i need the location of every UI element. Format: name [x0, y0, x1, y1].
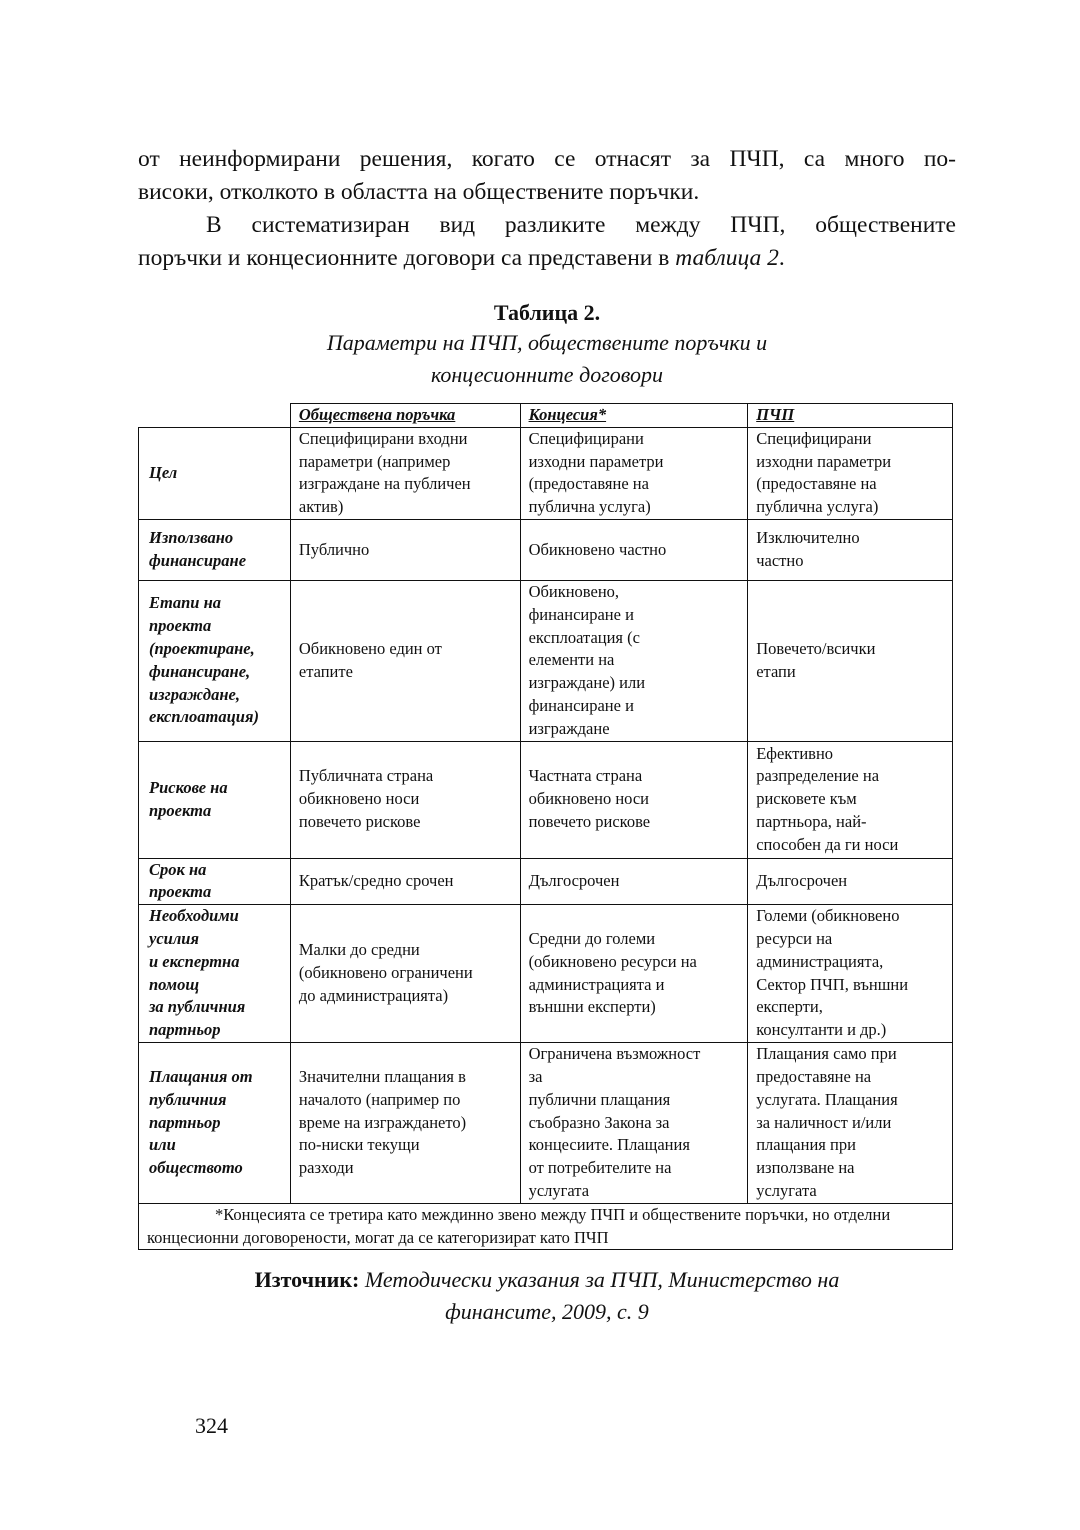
table-cell: Специфицирани изходни параметри (предоставяне на публична услуга) [520, 427, 748, 519]
table-cell: Кратък/средно срочен [290, 858, 520, 905]
footnote-text: *Концесията се третира като междинно звено между ПЧП и обществените поръчки, но отделни концесионни договорености, могат да се категоризират като ПЧП [147, 1204, 891, 1247]
row-header: Срок на проекта [139, 858, 291, 905]
body-line: високи, отколкото в областта на обществените поръчки. [138, 179, 700, 205]
table-row [139, 905, 953, 1043]
row-header: Рискове на проекта [139, 741, 291, 858]
table-cell: Публично [290, 519, 520, 580]
table-footnote-row [139, 1203, 953, 1250]
table-subtitle [138, 327, 956, 391]
table-cell: Плащания само при предоставяне на услугата. Плащания за наличност и/или плащания при използване на услугата [748, 1043, 953, 1204]
table-cell: Специфицирани входни параметри (например изграждане на публичен актив) [290, 427, 520, 519]
source-text: Методически указания за ПЧП, Министерство на [364, 1267, 840, 1292]
column-header: ПЧП [748, 404, 953, 428]
table-cell: Обикновено частно [520, 519, 748, 580]
row-header: Необходими усилия и експертна помощ за публичния партньор [139, 905, 291, 1043]
table-row [139, 580, 953, 741]
source-label: Източник: [254, 1267, 360, 1292]
table-subtitle-line: Параметри на ПЧП, обществените поръчки и [326, 330, 768, 355]
body-line [138, 242, 956, 275]
table-cell: Частната страна обикновено носи повечето рискове [520, 741, 748, 858]
source-text: финансите, 2009, с. 9 [445, 1299, 649, 1324]
table-cell: Средни до големи (обикновено ресурси на администрацията и външни експерти) [520, 905, 748, 1043]
period: . [778, 245, 785, 271]
table-row [139, 427, 953, 519]
table-cell: Специфицирани изходни параметри (предоставяне на публична услуга) [748, 427, 953, 519]
table-header-row [139, 404, 953, 428]
table-cell: Значителни плащания в началото (например по време на изграждането) по-ниски текущи разходи [290, 1043, 520, 1204]
row-header: Плащания от публичния партньор или обществото [139, 1043, 291, 1204]
source-line [138, 1264, 956, 1296]
column-header: Концесия* [520, 404, 748, 428]
body-paragraph [138, 143, 956, 275]
table-row [139, 858, 953, 905]
column-header: Обществена поръчка [290, 404, 520, 428]
table-cell: Публичната страна обикновено носи повечето рискове [290, 741, 520, 858]
row-header: Етапи на проекта (проектиране, финансиране, изграждане, експлоатация) [139, 580, 291, 741]
table-footnote [139, 1203, 953, 1250]
row-header: Използвано финансиране [139, 519, 291, 580]
source-note [138, 1264, 956, 1328]
table-title: Таблица 2. [493, 300, 601, 325]
table-cell: Ограничена възможност за публични плащания съобразно Закона за концесиите. Плащания от потребителите на услугата [520, 1043, 748, 1204]
table-row [139, 519, 953, 580]
table-cell: Големи (обикновено ресурси на администрацията, Сектор ПЧП, външни експерти, консултанти и др.) [748, 905, 953, 1043]
table-row [139, 1043, 953, 1204]
table-cell: Изключително частно [748, 519, 953, 580]
row-header: Цел [139, 427, 291, 519]
page-number: 324 [195, 1413, 228, 1438]
table-cell: Обикновено един от етапите [290, 580, 520, 741]
empty-corner-cell [139, 404, 291, 428]
comparison-table [138, 403, 953, 1250]
body-line-text: поръчки и концесионните договори са представени в [138, 245, 676, 271]
body-line: от неинформирани решения, когато се отнасят за ПЧП, са много по- [138, 146, 956, 172]
table-subtitle-line: концесионните договори [430, 362, 664, 387]
body-line: В систематизиран вид разликите между ПЧП, обществените [206, 212, 956, 238]
table-cell: Обикновено, финансиране и експлоатация (с елементи на изграждане) или финансиране и изграждане [520, 580, 748, 741]
table-cell: Дългосрочен [520, 858, 748, 905]
table-cell: Повечето/всички етапи [748, 580, 953, 741]
table-cell: Малки до средни (обикновено ограничени до администрацията) [290, 905, 520, 1043]
table-cell: Ефективно разпределение на рисковете към партньора, най- способен да ги носи [748, 741, 953, 858]
table-cell: Дългосрочен [748, 858, 953, 905]
table-reference: таблица 2 [675, 245, 779, 271]
source-line [138, 1296, 956, 1328]
table-row [139, 741, 953, 858]
